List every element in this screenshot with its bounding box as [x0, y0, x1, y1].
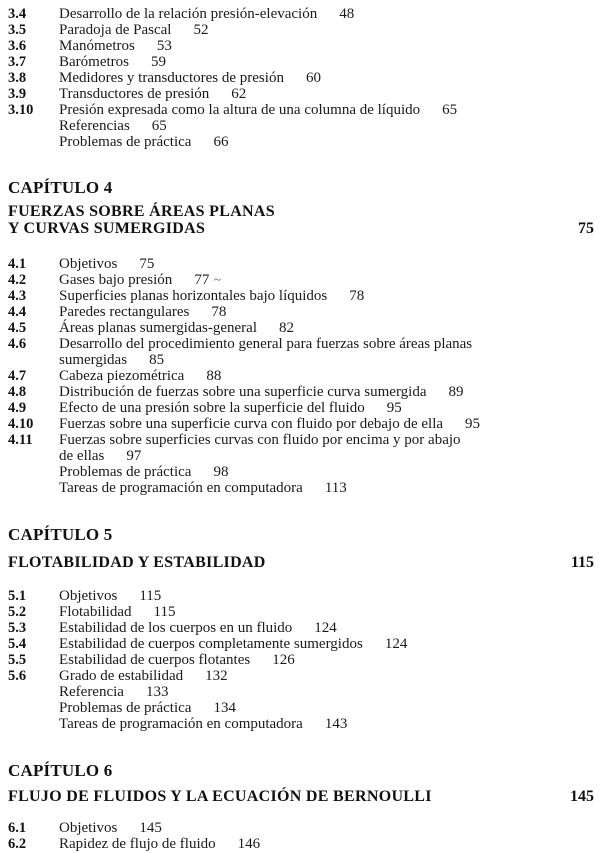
page-number: 95	[465, 416, 481, 432]
section-number: 5.2	[8, 604, 27, 620]
section-title: Objetivos	[59, 256, 118, 272]
section-title-line	[59, 588, 161, 605]
section-title-line	[59, 134, 228, 151]
section-title-line	[59, 384, 464, 401]
section-title: Distribución de fuerzas sobre una superficie curva sumergida	[59, 384, 427, 400]
page-number: 65	[442, 102, 458, 118]
section-title: Desarrollo de la relación presión-elevación	[59, 6, 318, 22]
section-title-line	[59, 272, 221, 289]
section-title: Estabilidad de cuerpos completamente sumergidos	[59, 636, 363, 652]
section-title-line	[59, 22, 208, 39]
section-title: Desarrollo del procedimiento general para fuerzas sobre áreas planas	[59, 336, 473, 352]
page-number: 115	[139, 588, 162, 604]
section-title: Áreas planas sumergidas-general	[59, 320, 257, 336]
section-title-line	[59, 400, 402, 417]
chapter-5-label: CAPÍTULO 5	[8, 525, 113, 544]
page-number: 89	[448, 384, 464, 400]
section-title: Problemas de práctica	[59, 464, 192, 480]
chapter-6-label: CAPÍTULO 6	[8, 761, 113, 780]
chapter-4-page-number: 75	[578, 220, 594, 237]
section-title: Paradoja de Pascal	[59, 22, 172, 38]
section-title: Problemas de práctica	[59, 134, 192, 150]
chapter-4-title-line-1[interactable]: FUERZAS SOBRE ÁREAS PLANAS	[8, 203, 275, 220]
page-number: 115	[153, 604, 176, 620]
section-title-line	[59, 700, 236, 717]
page-number: 126	[272, 652, 295, 668]
section-title: Objetivos	[59, 588, 118, 604]
page-number: 113	[324, 480, 347, 496]
section-number: 5.1	[8, 588, 27, 604]
page-number: 59	[150, 54, 166, 70]
section-number: 3.10	[8, 102, 34, 118]
section-number: 3.4	[8, 6, 27, 22]
page-number: 145	[139, 820, 162, 836]
section-number: 3.9	[8, 86, 27, 102]
chapter-6-page-number: 145	[570, 788, 594, 805]
chapter-6-title[interactable]: FLUJO DE FLUIDOS Y LA ECUACIÓN DE BERNOULLI	[8, 788, 432, 805]
section-title: Fuerzas sobre una superficie curva con fluido por debajo de ella	[59, 416, 444, 432]
section-number: 4.10	[8, 416, 34, 432]
section-number: 4.6	[8, 336, 27, 352]
page-number: 134	[213, 700, 236, 716]
chapter-5-page-number: 115	[570, 554, 594, 571]
section-title: Efecto de una presión sobre la superficie del fluido	[59, 400, 365, 416]
page-number: 65	[151, 118, 167, 134]
section-title: Barómetros	[59, 54, 129, 70]
handwritten-mark-icon: ~	[213, 273, 221, 288]
page-number: 85	[149, 352, 165, 368]
section-title-line	[59, 464, 228, 481]
section-title-line	[59, 288, 364, 305]
chapter-4-label: CAPÍTULO 4	[8, 178, 113, 197]
section-title: Estabilidad de cuerpos flotantes	[59, 652, 251, 668]
section-number: 3.6	[8, 38, 27, 54]
section-title-line	[59, 636, 407, 653]
section-title-line	[59, 118, 167, 135]
section-number: 4.9	[8, 400, 27, 416]
section-title: Grado de estabilidad	[59, 668, 184, 684]
page-number: 146	[237, 836, 261, 852]
section-title-continuation: de ellas	[59, 448, 105, 464]
page-number: 88	[206, 368, 222, 384]
section-number: 4.7	[8, 368, 27, 384]
section-title-line	[59, 480, 347, 497]
section-title: Problemas de práctica	[59, 700, 192, 716]
section-title-line	[59, 86, 246, 103]
section-title-line	[59, 304, 226, 321]
section-title: Estabilidad de los cuerpos en un fluido	[59, 620, 293, 636]
section-number: 3.5	[8, 22, 27, 38]
section-title-line	[59, 70, 321, 87]
page-number: 75	[139, 256, 155, 272]
page-number: 98	[213, 464, 229, 480]
section-number: 6.2	[8, 836, 27, 852]
section-number: 4.2	[8, 272, 27, 288]
page-number: 124	[314, 620, 337, 636]
section-title-line	[59, 352, 164, 369]
section-title-line	[59, 448, 141, 465]
page-number: 52	[193, 22, 209, 38]
section-title: Presión expresada como la altura de una columna de líquido	[59, 102, 421, 118]
page-number: 66	[213, 134, 229, 150]
section-number: 4.3	[8, 288, 27, 304]
section-title-line	[59, 604, 175, 621]
section-title: Medidores y transductores de presión	[59, 70, 284, 86]
page-number: 48	[339, 6, 355, 22]
section-title-line	[59, 620, 337, 637]
section-title: Manómetros	[59, 38, 135, 54]
section-number: 4.8	[8, 384, 27, 400]
section-number: 5.6	[8, 668, 27, 684]
section-title-line	[59, 6, 354, 23]
section-title: Gases bajo presión	[59, 272, 173, 288]
section-title-line	[59, 102, 457, 119]
section-title-line	[59, 668, 228, 685]
section-title: Tareas de programación en computadora	[59, 480, 303, 496]
page-number: 95	[386, 400, 402, 416]
section-number: 3.8	[8, 70, 27, 86]
page-number: 60	[305, 70, 321, 86]
section-title-line	[59, 320, 294, 337]
page-number: 78	[211, 304, 227, 320]
page-number: 62	[231, 86, 247, 102]
section-number: 4.1	[8, 256, 27, 272]
page-number: 53	[156, 38, 172, 54]
section-title-line	[59, 416, 480, 433]
section-title: Fuerzas sobre superficies curvas con fluido por encima y por abajo	[59, 432, 461, 448]
page-number: 77	[194, 272, 210, 288]
section-title: Flotabilidad	[59, 604, 132, 620]
section-number: 4.11	[8, 432, 33, 448]
page-number: 132	[205, 668, 228, 684]
section-number: 5.3	[8, 620, 27, 636]
section-number: 4.4	[8, 304, 27, 320]
section-title: Transductores de presión	[59, 86, 210, 102]
chapter-5-title[interactable]: FLOTABILIDAD Y ESTABILIDAD	[8, 554, 266, 571]
page-number: 133	[145, 684, 169, 700]
section-title-line	[59, 38, 172, 55]
section-title-line	[59, 820, 162, 837]
section-title-line	[59, 684, 168, 701]
section-title: Objetivos	[59, 820, 118, 836]
section-title: Rapidez de flujo de fluido	[59, 836, 216, 852]
page-number: 97	[126, 448, 142, 464]
section-title: Referencias	[59, 118, 130, 134]
section-title: Superficies planas horizontales bajo líquidos	[59, 288, 328, 304]
section-number: 5.4	[8, 636, 27, 652]
chapter-4-title-line-2[interactable]: Y CURVAS SUMERGIDAS	[8, 220, 206, 237]
section-title-line	[59, 716, 347, 733]
section-title: Referencia	[59, 684, 124, 700]
section-title-line	[59, 652, 295, 669]
section-title: Paredes rectangulares	[59, 304, 190, 320]
section-number: 3.7	[8, 54, 27, 70]
section-title-line	[59, 368, 221, 385]
section-title-line	[59, 836, 260, 853]
section-title: Tareas de programación en computadora	[59, 716, 303, 732]
section-number: 6.1	[8, 820, 27, 836]
section-title-line	[59, 256, 154, 273]
page-number: 82	[278, 320, 294, 336]
section-number: 4.5	[8, 320, 27, 336]
section-title-continuation: sumergidas	[59, 352, 128, 368]
page-number: 78	[349, 288, 365, 304]
page-number: 124	[384, 636, 408, 652]
section-number: 5.5	[8, 652, 27, 668]
section-title: Cabeza piezométrica	[59, 368, 185, 384]
section-title-line	[59, 54, 166, 71]
page-number: 143	[324, 716, 348, 732]
